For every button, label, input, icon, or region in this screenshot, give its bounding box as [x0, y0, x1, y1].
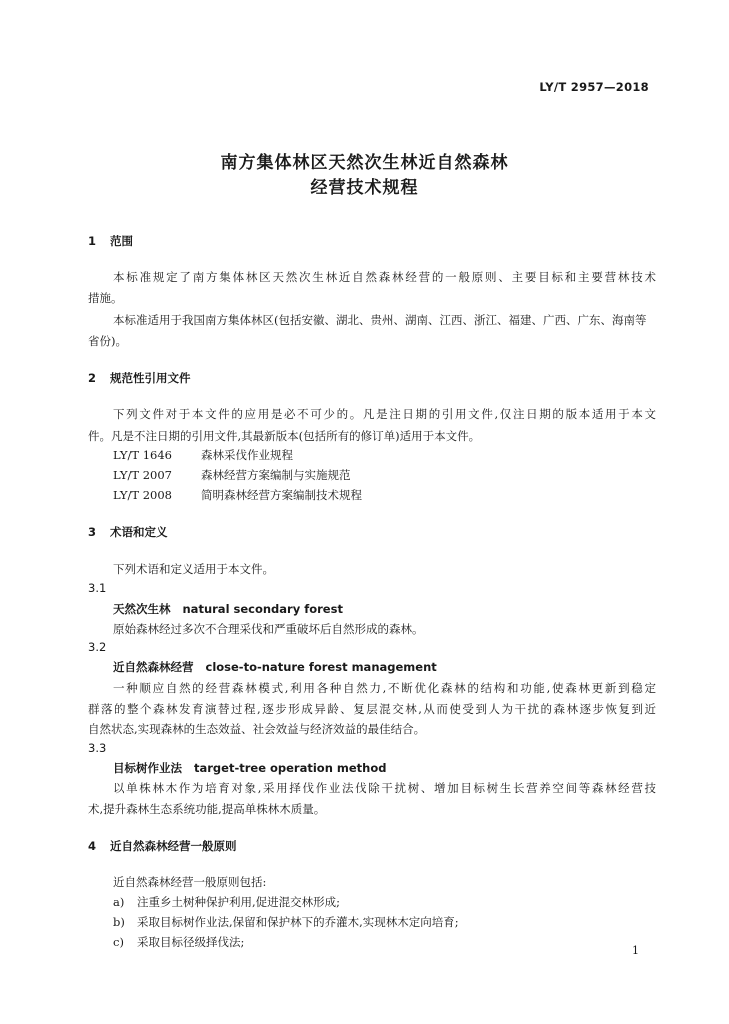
reference-code: LY/T 2008 [113, 488, 172, 502]
reference-code: LY/T 2007 [113, 468, 172, 482]
paragraph-line: 下列术语和定义适用于本文件。 [113, 562, 274, 576]
list-marker: a) [113, 895, 125, 909]
section-2-heading [88, 370, 191, 386]
paragraph-line: 本标准适用于我国南方集体林区(包括安徽、湖北、贵州、湖南、江西、浙江、福建、广西、广东、海南等 [113, 313, 647, 327]
paragraph-line: 本标准规定了南方集体林区天然次生林近自然森林经营的一般原则、主要目标和主要营林技术 [113, 270, 656, 284]
term-chinese: 天然次生林 [113, 602, 171, 616]
section-number: 3 [88, 525, 97, 539]
term-number: 3.3 [88, 741, 107, 755]
term-number: 3.2 [88, 640, 107, 654]
list-text: 采取目标径级择伐法; [137, 935, 245, 949]
term-chinese: 目标树作业法 [113, 761, 182, 775]
section-title: 近自然森林经营一般原则 [110, 839, 237, 853]
section-title: 规范性引用文件 [110, 371, 191, 385]
paragraph-line: 省份)。 [88, 334, 127, 348]
reference-item [113, 487, 362, 503]
section-title: 范围 [110, 234, 133, 248]
list-marker: b) [113, 915, 125, 929]
term-definition-line: 术,提升森林生态系统功能,提高单株林木质量。 [88, 802, 326, 816]
list-text: 采取目标树作业法,保留和保护林下的乔灌木,实现林木定向培育; [137, 915, 459, 929]
term-definition-line: 一种顺应自然的经营森林模式,利用各种自然力,不断优化森林的结构和功能,使森林更新到稳定 [113, 681, 656, 695]
document-title-line1: 南方集体林区天然次生林近自然森林 [220, 153, 509, 173]
section-number: 4 [88, 839, 97, 853]
term-english: close-to-nature forest management [205, 660, 437, 674]
term-definition-line: 原始森林经过多次不合理采伐和严重破坏后自然形成的森林。 [113, 622, 424, 636]
paragraph-line: 措施。 [88, 291, 123, 305]
term-heading [113, 659, 437, 675]
section-1-heading [88, 233, 133, 249]
section-title: 术语和定义 [110, 525, 168, 539]
term-definition-line: 群落的整个森林发育演替过程,逐步形成异龄、复层混交林,从而使受到人为干扰的森林逐步恢复到近 [88, 702, 656, 716]
list-item [113, 894, 340, 910]
standard-code: LY/T 2957—2018 [539, 80, 649, 94]
term-chinese: 近自然森林经营 [113, 660, 194, 674]
reference-item [113, 467, 351, 483]
reference-title: 森林采伐作业规程 [201, 448, 293, 462]
term-heading [113, 760, 387, 776]
term-definition-line: 以单株林木作为培育对象,采用择伐作业法伐除干扰树、增加目标树生长营养空间等森林经营技 [113, 781, 656, 795]
list-item [113, 934, 244, 950]
section-number: 2 [88, 371, 97, 385]
page-number: 1 [632, 944, 639, 957]
list-text: 注重乡土树种保护利用,促进混交林形成; [137, 895, 341, 909]
reference-code: LY/T 1646 [113, 448, 172, 462]
paragraph-line: 下列文件对于本文件的应用是必不可少的。凡是注日期的引用文件,仅注日期的版本适用于本文 [113, 407, 656, 421]
section-number: 1 [88, 234, 97, 248]
reference-item [113, 447, 293, 463]
reference-title: 简明森林经营方案编制技术规程 [201, 488, 362, 502]
term-english: target-tree operation method [194, 761, 387, 775]
list-item [113, 914, 459, 930]
paragraph-line: 件。凡是不注日期的引用文件,其最新版本(包括所有的修订单)适用于本文件。 [88, 429, 481, 443]
term-heading [113, 601, 343, 617]
paragraph-line: 近自然森林经营一般原则包括: [113, 875, 267, 889]
section-4-heading [88, 838, 237, 854]
term-english: natural secondary forest [182, 602, 343, 616]
document-title-line2: 经营技术规程 [310, 178, 419, 198]
term-definition-line: 自然状态,实现森林的生态效益、社会效益与经济效益的最佳结合。 [88, 722, 426, 736]
list-marker: c) [113, 935, 124, 949]
reference-title: 森林经营方案编制与实施规范 [201, 468, 351, 482]
term-number: 3.1 [88, 581, 107, 595]
section-3-heading [88, 524, 168, 540]
